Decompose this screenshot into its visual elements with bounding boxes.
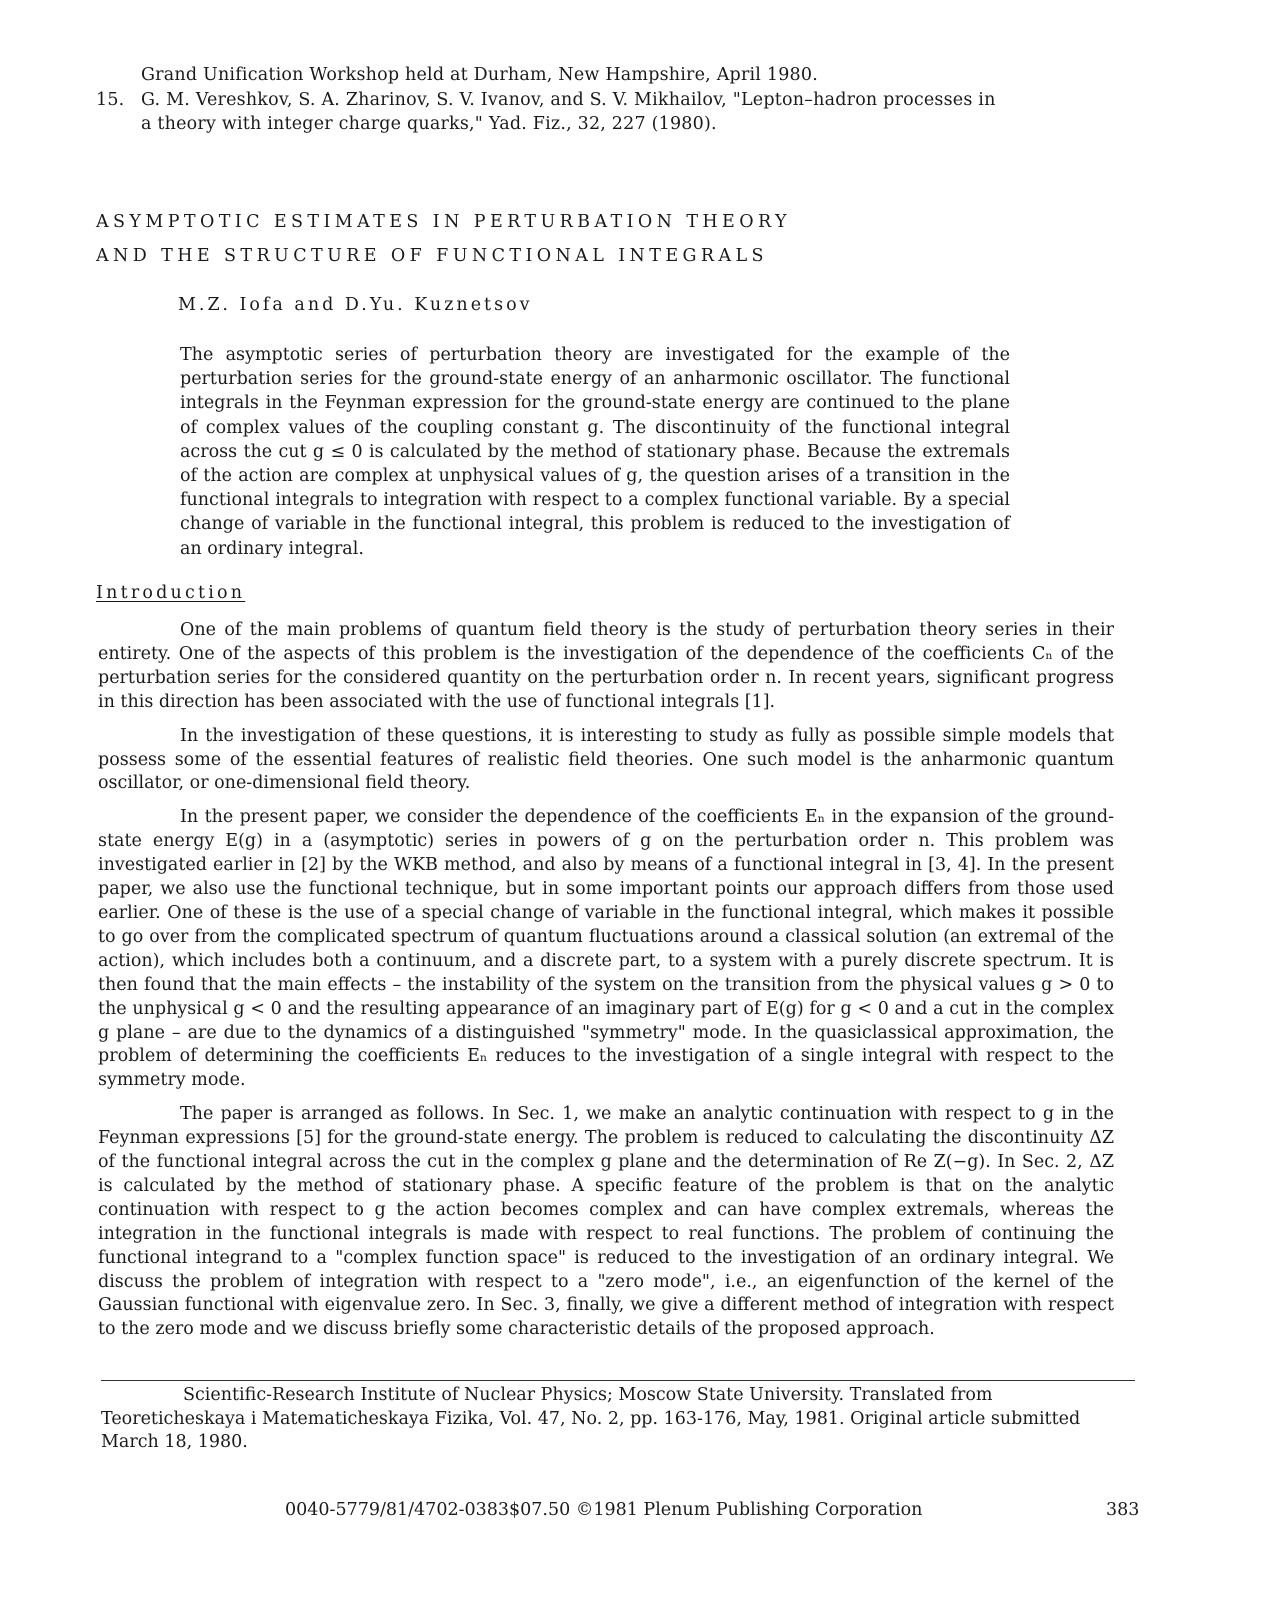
paragraph: One of the main problems of quantum field theory is the study of perturbation theory series in their entirety. One of the aspects of this problem is the investigation of the dependence of the coefficients Cₙ of the perturbation series for the considered quantity on the perturbation order n. In recent years, significant progress in this direction has been associated with the use of functional integrals [1]. xyxy=(98,620,1114,712)
abstract-text: The asymptotic series of perturbation theory are investigated for the example of the perturbation series for the ground-state energy of an anharmonic oscillator. The functional integrals in the Feynman expression for the ground-state energy are continued to the plane of complex values of the coupling constant g. The discontinuity of the functional integral across the cut g ≤ 0 is calculated by the method of stationary phase. Because the extremals of the action are complex at unphysical values of g, the question arises of a transition in the functional integrals to integration with respect to a complex functional variable. By a special change of variable in the functional integral, this problem is reduced to the investigation of an ordinary integral. xyxy=(180,345,1010,559)
reference-14-tail: Grand Unification Workshop held at Durham, New Hampshire, April 1980. xyxy=(141,65,818,85)
paragraph: In the present paper, we consider the dependence of the coefficients Eₙ in the expansion of the ground-state energy E(g) in a (asymptotic) series in powers of g on the perturbation order n. This problem was investigated earlier in [2] by the WKB method, and also by means of a functional integral in [3, 4]. In the present paper, we also use the functional technique, but in some important points our approach differs from those used earlier. One of these is the use of a special change of variable in the functional integral, which makes it possible to go over from the complicated spectrum of quantum fluctuations around a classical solution (an extremal of the action), which includes both a continuum, and a discrete part, to a system with a purely discrete spectrum. It is then found that the main effects – the instability of the system on the transition from the physical values g > 0 to the unphysical g < 0 and the resulting appearance of an imaginary part of E(g) for g < 0 and a cut in the complex g plane – are due to the dynamics of a distinguished "symmetry" mode. In the quasiclassical approximation, the problem of determining the coefficients Eₙ reduces to the investigation of a single integral with respect to the symmetry mode. xyxy=(98,807,1114,1091)
abstract xyxy=(180,343,1010,561)
reference-15-number: 15. xyxy=(96,90,125,110)
footnote xyxy=(101,1384,1135,1455)
reference-15-line-2: a theory with integer charge quarks," Yad. Fiz., 32, 227 (1980). xyxy=(141,114,717,134)
footnote-divider xyxy=(101,1380,1135,1381)
paragraph: In the investigation of these questions, it is interesting to study as fully as possible simple models that possess some of the essential features of realistic field theories. One such model is the anharmonic quantum oscillator, or one-dimensional field theory. xyxy=(98,725,1114,794)
article-title-line-2: AND THE STRUCTURE OF FUNCTIONAL INTEGRALS xyxy=(96,246,768,266)
footnote-text: Scientific-Research Institute of Nuclear Physics; Moscow State University. Translated from Teoreticheskaya i Matematicheskaya Fizika, Vol. 47, No. 2, pp. 163-176, May, 1981. Original article submitted March 18, 1980. xyxy=(101,1385,1081,1452)
article-title-line-1: ASYMPTOTIC ESTIMATES IN PERTURBATION THEORY xyxy=(96,212,791,232)
introduction-body xyxy=(98,619,1114,1352)
reference-15-line-1: G. M. Vereshkov, S. A. Zharinov, S. V. Ivanov, and S. V. Mikhailov, "Lepton–hadron processes in xyxy=(141,90,996,110)
article-authors: M.Z. Iofa and D.Yu. Kuznetsov xyxy=(178,295,533,315)
section-heading-introduction: Introduction xyxy=(96,583,246,603)
footer-copyright: 0040-5779/81/4702-0383$07.50 ©1981 Plenum Publishing Corporation xyxy=(285,1500,923,1520)
paragraph: The paper is arranged as follows. In Sec. 1, we make an analytic continuation with respect to g in the Feynman expressions [5] for the ground-state energy. The problem is reduced to calculating the discontinuity ΔZ of the functional integral across the cut in the complex g plane and the determination of Re Z(−g). In Sec. 2, ΔZ is calculated by the method of stationary phase. A specific feature of the problem is that on the analytic continuation with respect to g the action becomes complex and can have complex extremals, whereas the integration in the functional integrals is made with respect to real functions. The problem of continuing the functional integrand to a "complex function space" is reduced to the investigation of an ordinary integral. We discuss the problem of integration with respect to a "zero mode", i.e., an eigenfunction of the kernel of the Gaussian functional with eigenvalue zero. In Sec. 3, finally, we give a different method of integration with respect to the zero mode and we discuss briefly some characteristic details of the proposed approach. xyxy=(98,1104,1114,1340)
page-number: 383 xyxy=(1106,1500,1140,1520)
